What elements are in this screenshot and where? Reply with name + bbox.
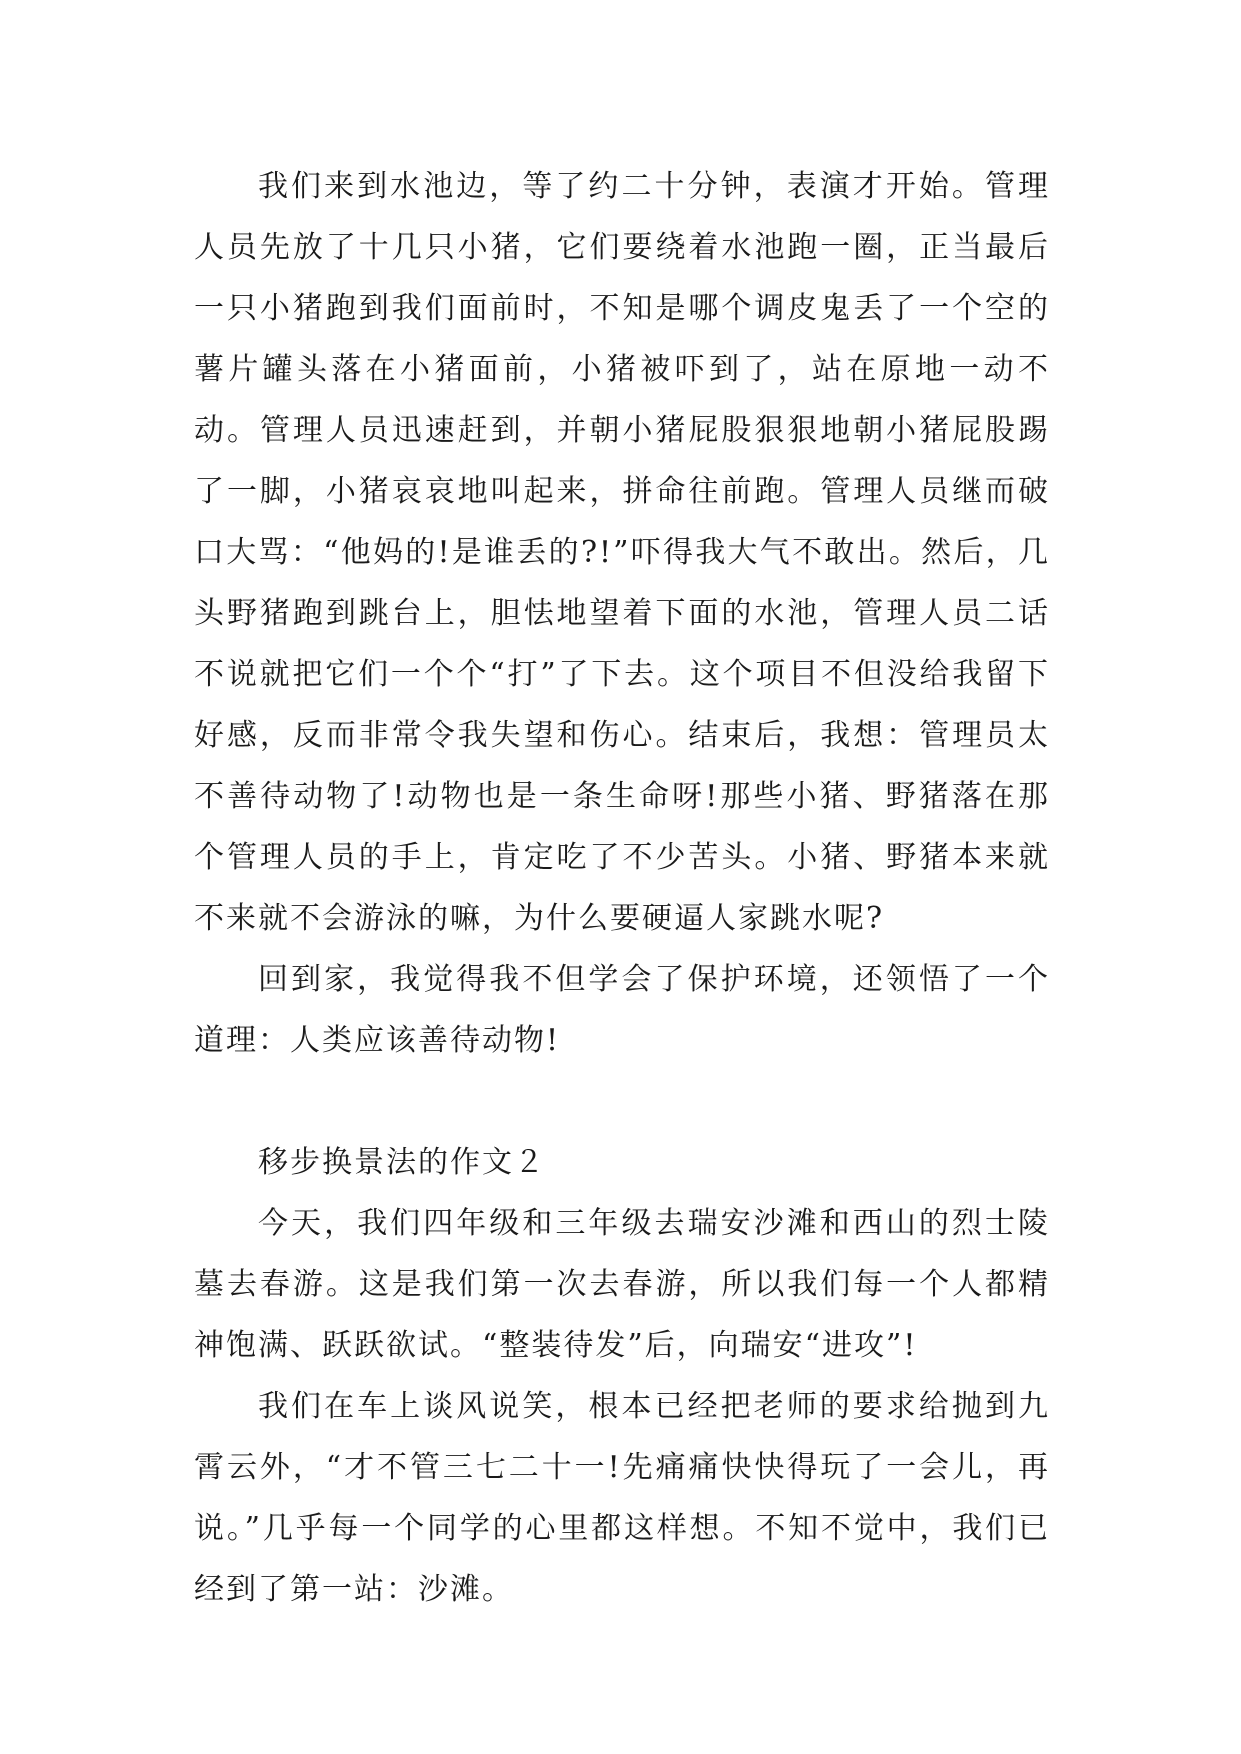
article-2-title: 移步换景法的作文２ bbox=[258, 1145, 546, 1180]
article-2-paragraph-2: 我们在车上谈风说笑，根本已经把老师的要求给抛到九霄云外，“才不管三七二十一!先痛痛快快得玩了一会儿，再说。”几乎每一个同学的心里都这样想。不知不觉中，我们已经到了第一站：沙滩。 bbox=[194, 1389, 1050, 1607]
document-page bbox=[194, 156, 1050, 1620]
article-1-paragraph-2: 回到家，我觉得我不但学会了保护环境，还领悟了一个道理：人类应该善待动物! bbox=[194, 962, 1050, 1058]
section-gap bbox=[194, 1071, 1050, 1132]
article-1-paragraph-1: 我们来到水池边，等了约二十分钟，表演才开始。管理人员先放了十几只小猪，它们要绕着水池跑一圈，正当最后一只小猪跑到我们面前时，不知是哪个调皮鬼丢了一个空的薯片罐头落在小猪面前，小猪被吓到了，站在原地一动不动。管理人员迅速赶到，并朝小猪屁股狠狠地朝小猪屁股踢了一脚，小猪哀哀地叫起来，拼命往前跑。管理人员继而破口大骂：“他妈的!是谁丢的?!”吓得我大气不敢出。然后，几头野猪跑到跳台上，胆怯地望着下面的水池，管理人员二话不说就把它们一个个“打”了下去。这个项目不但没给我留下好感，反而非常令我失望和伤心。结束后，我想：管理员太不善待动物了!动物也是一条生命呀!那些小猪、野猪落在那个管理人员的手上，肯定吃了不少苦头。小猪、野猪本来就不来就不会游泳的嘛，为什么要硬逼人家跳水呢? bbox=[194, 169, 1050, 936]
article-2-paragraph-1: 今天，我们四年级和三年级去瑞安沙滩和西山的烈士陵墓去春游。这是我们第一次去春游，所以我们每一个人都精神饱满、跃跃欲试。“整装待发”后，向瑞安“进攻”! bbox=[194, 1206, 1050, 1363]
